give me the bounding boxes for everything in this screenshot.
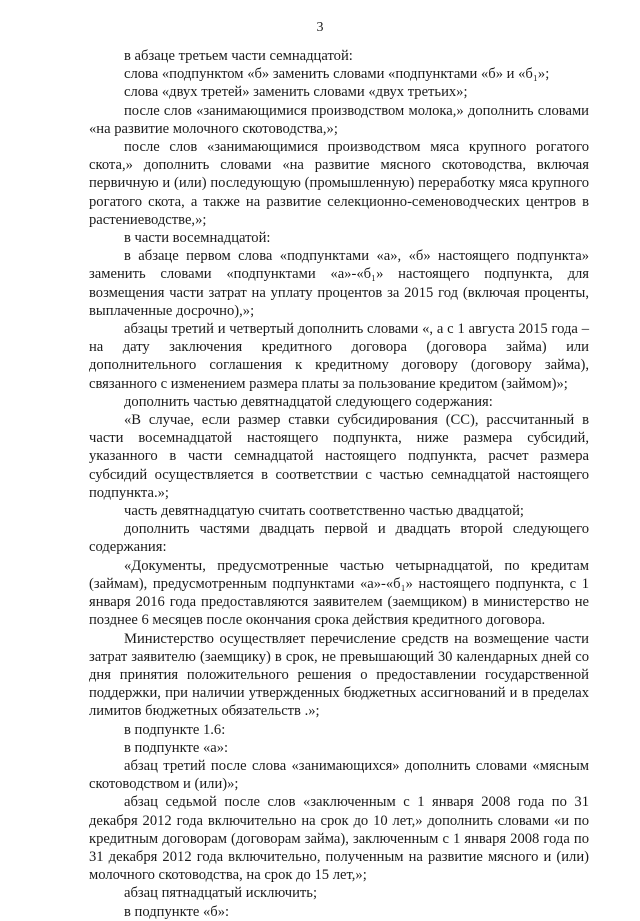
paragraph: в абзаце первом слова «подпунктами «а», «б» настоящего подпункта» заменить словами «подпунктами «а»-«б₁» настоящего подпункта, для возмещения части затрат на уплату процентов за 2015 год (включая проценты, выплаченные досрочно),»; <box>89 248 589 319</box>
paragraph: Министерство осуществляет перечисление средств на возмещение части затрат заявителю (заемщику) в срок, не превышающий 30 календарных дней со дня принятия положительного решения о предоставлении государственной поддержки, при наличии утвержденных бюджетных ассигнований и в пределах лимитов бюджетных обязательств .»; <box>89 630 589 720</box>
document-body <box>89 47 589 921</box>
paragraph: абзац пятнадцатый исключить; <box>124 885 318 902</box>
page-number: 3 <box>316 20 324 35</box>
paragraph: часть девятнадцатую считать соответственно частью двадцатой; <box>124 503 524 520</box>
paragraph: в части восемнадцатой: <box>124 230 271 247</box>
paragraph: «Документы, предусмотренные частью четырнадцатой, по кредитам (займам), предусмотренным подпунктами «а»-«б₁» настоящего подпункта, с 1 января 2016 года предоставляются заявителем (заемщиком) в министерство не позднее 6 месяцев после окончания срока действия кредитного договора. <box>89 557 589 629</box>
paragraph: «В случае, если размер ставки субсидирования (СС), рассчитанный в части восемнадцатой настоящего подпункта, ниже размера субсидий, указанного в части семнадцатой настоящего подпункта, расчет размера субсидий осуществляется в соответствии с частью семнадцатой настоящего подпункта.»; <box>89 412 589 501</box>
paragraph: абзац седьмой после слов «заключенным с 1 января 2008 года по 31 декабря 2012 года включительно на срок до 10 лет,» дополнить словами «и по кредитным договорам (договорам займа), заключенным с 1 января 2008 года по 31 декабря 2012 года включительно, полученным на развитие мясного и (или) молочного скотоводства, на срок до 15 лет,»; <box>89 794 589 884</box>
paragraph: абзацы третий и четвертый дополнить словами «, а с 1 августа 2015 года – на дату заключения кредитного договора (договора займа) или дополнительного соглашения к кредитному договору (договору займа), связанного с изменением размера платы за пользование кредитом (займом)»; <box>89 321 589 392</box>
paragraph: в подпункте 1.6: <box>124 721 226 738</box>
paragraph: абзац третий после слова «занимающихся» дополнить словами «мясным скотоводством и (или)»; <box>89 757 589 793</box>
paragraph: после слов «занимающимися производством молока,» дополнить словами «на развитие молочного скотоводства,»; <box>89 102 589 137</box>
paragraph: в подпункте «а»: <box>124 739 229 756</box>
paragraph: после слов «занимающимися производством мяса крупного рогатого скота,» дополнить словами «на развитие мясного скотоводства, включая первичную и (или) последующую (промышленную) переработку мяса крупного рогатого скота, а также на развитие селекционно-семеноводческих центров в растениеводстве,»; <box>89 139 589 228</box>
paragraph: дополнить частями двадцать первой и двадцать второй следующего содержания: <box>89 521 589 556</box>
paragraph: в абзаце третьем части семнадцатой: <box>124 48 353 64</box>
paragraph: дополнить частью девятнадцатой следующего содержания: <box>124 393 493 410</box>
paragraph: слова «двух третей» заменить словами «двух третьих»; <box>124 84 468 101</box>
paragraph: слова «подпунктом «б» заменить словами «подпунктами «б» и «б₁»; <box>124 66 550 83</box>
paragraph: в подпункте «б»: <box>124 903 230 920</box>
